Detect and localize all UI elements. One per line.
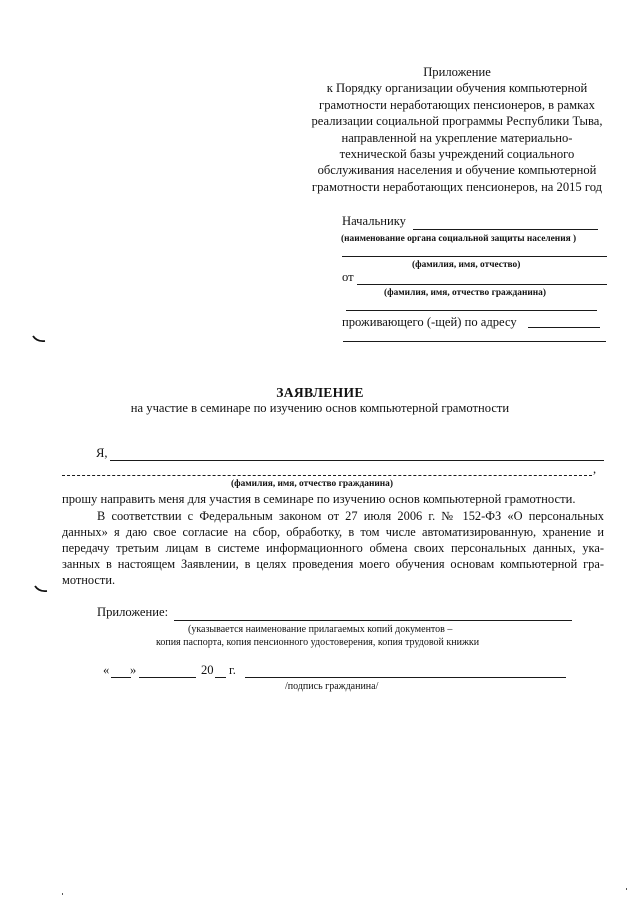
- chief-fio-caption: (фамилия, имя, отчество): [412, 260, 521, 270]
- appendix-line: технической базы учреждений социального: [339, 147, 575, 162]
- applicant-name-field-2[interactable]: [62, 475, 592, 476]
- date-year-prefix: 20: [201, 663, 214, 677]
- document-title: ЗАЯВЛЕНИЕ: [276, 385, 364, 400]
- appendix-line: направленной на укрепление материально-: [341, 130, 573, 145]
- attachment-caption-1: (указывается наименование прилагаемых копий документов –: [188, 624, 453, 635]
- applicant-caption: (фамилия, имя, отчество гражданина): [231, 479, 393, 489]
- date-close-quote: »: [130, 663, 137, 677]
- attachment-caption-2: копия паспорта, копия пенсионного удостоверения, копия трудовой книжки: [156, 637, 480, 648]
- document-subtitle: на участие в семинаре по изучению основ компьютерной грамотности: [130, 401, 510, 415]
- signature-field[interactable]: [245, 677, 566, 678]
- date-year-field[interactable]: [215, 677, 226, 678]
- from-name-field[interactable]: [357, 284, 607, 285]
- chief-label: Начальнику: [342, 214, 406, 228]
- attachment-field[interactable]: [174, 620, 572, 621]
- consent-line: данных» я даю свое согласие на сбор, обработку, в том числе автоматизированную, хранение и: [62, 525, 604, 539]
- request-line: прошу направить меня для участия в семинаре по изучению основ компьютерной грамотности.: [62, 492, 576, 506]
- appendix-line: Приложение: [423, 65, 491, 79]
- from-caption: (фамилия, имя, отчество гражданина): [384, 288, 546, 298]
- date-day-field[interactable]: [111, 677, 131, 678]
- consent-line: занных в настоящем Заявлении, в целях проведения моего обучения основам компьютерной гра-: [62, 557, 604, 571]
- scan-speck: [62, 893, 63, 895]
- chief-caption: (наименование органа социальной защиты населения ): [341, 234, 577, 244]
- date-open-quote: «: [103, 663, 110, 677]
- from-label: от: [342, 270, 354, 284]
- scan-mark-icon: [34, 584, 48, 594]
- consent-line: В соответствии с Федеральным законом от 27 июля 2006 г. № 152-ФЗ «О персональных: [97, 509, 604, 523]
- appendix-line: грамотности неработающих пенсионеров, на 2015 год: [311, 179, 603, 194]
- applicant-prefix: Я,: [96, 446, 108, 460]
- applicant-comma: ,: [593, 462, 597, 476]
- scan-mark-icon: [32, 334, 46, 344]
- address-field-2[interactable]: [343, 341, 606, 342]
- chief-name-field[interactable]: [413, 229, 598, 230]
- residing-label: проживающего (-щей) по адресу: [342, 315, 517, 329]
- date-year-suffix: г.: [229, 663, 236, 677]
- consent-line: передачу третьим лицам в системе информационного обмена своих персональных данных, ука-: [62, 541, 604, 555]
- appendix-line: к Порядку организации обучения компьютерной: [326, 81, 588, 96]
- date-month-field[interactable]: [139, 677, 196, 678]
- signature-caption: /подпись гражданина/: [285, 681, 379, 692]
- appendix-header: [300, 64, 614, 195]
- chief-fio-field[interactable]: [342, 256, 607, 257]
- attachment-label: Приложение:: [97, 605, 169, 619]
- from-extra-field[interactable]: [346, 310, 597, 311]
- address-field[interactable]: [528, 327, 600, 328]
- applicant-name-field[interactable]: [110, 460, 604, 461]
- consent-line: мотности.: [62, 573, 116, 587]
- appendix-line: грамотности неработающих пенсионеров, в рамках: [319, 97, 595, 112]
- appendix-line: реализации социальной программы Республики Тыва,: [311, 114, 603, 129]
- appendix-line: обслуживания населения и обучение компьютерной: [317, 163, 597, 178]
- scan-speck: [626, 888, 627, 890]
